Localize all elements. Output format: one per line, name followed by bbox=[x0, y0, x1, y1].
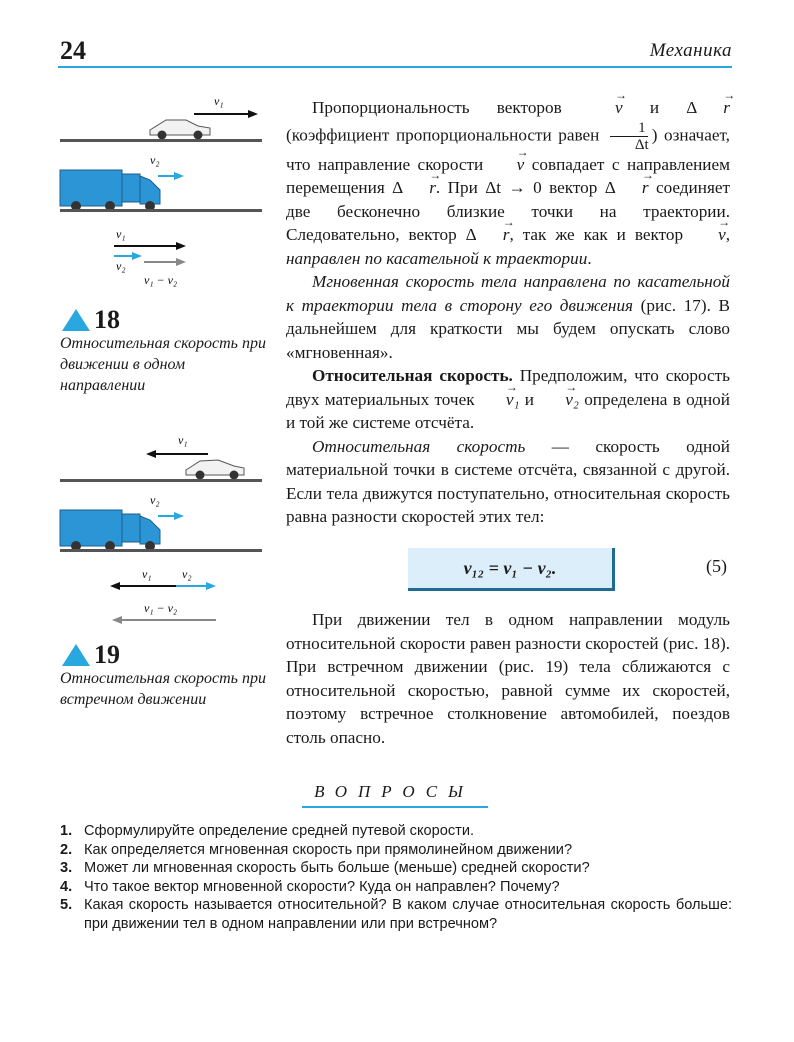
question-item: 4. Что такое вектор мгновенной скорости? Куда он направлен? Почему? bbox=[60, 878, 560, 895]
formula-number: (5) bbox=[706, 556, 727, 576]
fig19-v1-top-label: v₁ bbox=[178, 433, 188, 447]
section-title: Механика bbox=[649, 40, 732, 61]
car-icon bbox=[150, 120, 210, 140]
fig18-diff-label: v₁ − v₂ bbox=[144, 273, 178, 287]
figure-18-number-text: 18 bbox=[94, 305, 120, 334]
main-text-2 bbox=[286, 608, 730, 749]
figure-18-illustration bbox=[58, 88, 264, 294]
paragraph-3: Относительная скорость. Предположим, что скорость двух материальных точек → v₁ и → v₂ определена в одной и той же системе отсчёта. bbox=[286, 364, 730, 435]
truck-icon bbox=[60, 170, 160, 211]
fig19-v2-top-label: v₂ bbox=[150, 493, 160, 507]
fig18-v2-label: v₂ bbox=[116, 259, 126, 273]
fig19-v1-label: v₁ bbox=[142, 567, 152, 581]
fig19-diff-label: v₁ − v₂ bbox=[144, 601, 178, 615]
road-line bbox=[60, 139, 262, 142]
fig18-v1-top-label: v₁ bbox=[214, 94, 224, 108]
formula-box bbox=[408, 548, 615, 591]
figure-19-number-text: 19 bbox=[94, 640, 120, 669]
road-line bbox=[60, 209, 262, 212]
question-item: 1. Сформулируйте определение средней путевой скорости. bbox=[60, 823, 475, 839]
fig18-v1-label: v₁ bbox=[116, 227, 126, 241]
fig19-v2-label: v₂ bbox=[182, 567, 192, 581]
car-icon bbox=[186, 460, 244, 480]
main-text bbox=[286, 96, 730, 529]
question-item: 5. Какая скорость называется относительной? В каком случае относительная скорость больше: при движении тел в одном направлении или при встречном? bbox=[60, 897, 732, 932]
questions-rule bbox=[302, 806, 488, 808]
road-line bbox=[60, 479, 262, 482]
figure-18-number bbox=[62, 305, 120, 335]
figure-18-caption: Относительная скорость при движении в одном направлении bbox=[60, 335, 266, 394]
triangle-icon bbox=[62, 644, 90, 666]
truck-icon bbox=[60, 510, 160, 551]
questions-title: ВОПРОСЫ bbox=[314, 782, 474, 801]
paragraph-4: Относительная скорость — скорость одной материальной точки в системе отсчёта, связанной с другой. Если тела движутся поступательно, относительная скорость равна разности скоростей этих тел: bbox=[286, 436, 730, 526]
formula: v₁₂ = v₁ − v₂. bbox=[463, 557, 557, 578]
figure-19-illustration bbox=[58, 428, 264, 628]
paragraph-5: При движении тел в одном направлении модуль относительной скорости равен разности скоростей (рис. 18). При встречном движении (рис. 19) тела сближаются с относительной скоростью, равной сумме их скоростей, поэтому встречное столкновение автомобилей, поездов столь опасно. bbox=[286, 610, 730, 747]
figure-19-caption: Относительная скорость при встречном движении bbox=[60, 670, 266, 708]
questions-list bbox=[60, 822, 732, 934]
triangle-icon bbox=[62, 309, 90, 331]
page-number: 24 bbox=[60, 36, 86, 65]
header-rule bbox=[58, 66, 732, 68]
paragraph-1: Пропорциональность векторов → v и Δ→ r (коэффициент пропорциональности равен $\frac{1}{\Delta t}$ ) означает, что направление скорости → v совпадает с направлением перемещения Δ→ r. При Δt → 0 вектор Δ→ r соединяет две бесконечно близкие точки на траектории. Следовательно, вектор Δ→ r, так же как и вектор → v, направлен по касательной к траектории. bbox=[286, 96, 730, 270]
figure-19-number bbox=[62, 640, 120, 670]
question-item: 2. Как определяется мгновенная скорость при прямолинейном движении? bbox=[60, 841, 573, 858]
fraction: $\frac{1}{\Delta t}$ bbox=[609, 120, 649, 153]
fig18-v2-top-label: v₂ bbox=[150, 153, 160, 167]
paragraph-2: Мгновенная скорость тела направлена по касательной к траектории тела в сторону его движения (рис. 17). В дальнейшем для краткости мы будем опускать слово «мгновенная». bbox=[286, 272, 730, 362]
road-line bbox=[60, 549, 262, 552]
question-item: 3. Может ли мгновенная скорость быть больше (меньше) средней скорости? bbox=[60, 860, 590, 877]
